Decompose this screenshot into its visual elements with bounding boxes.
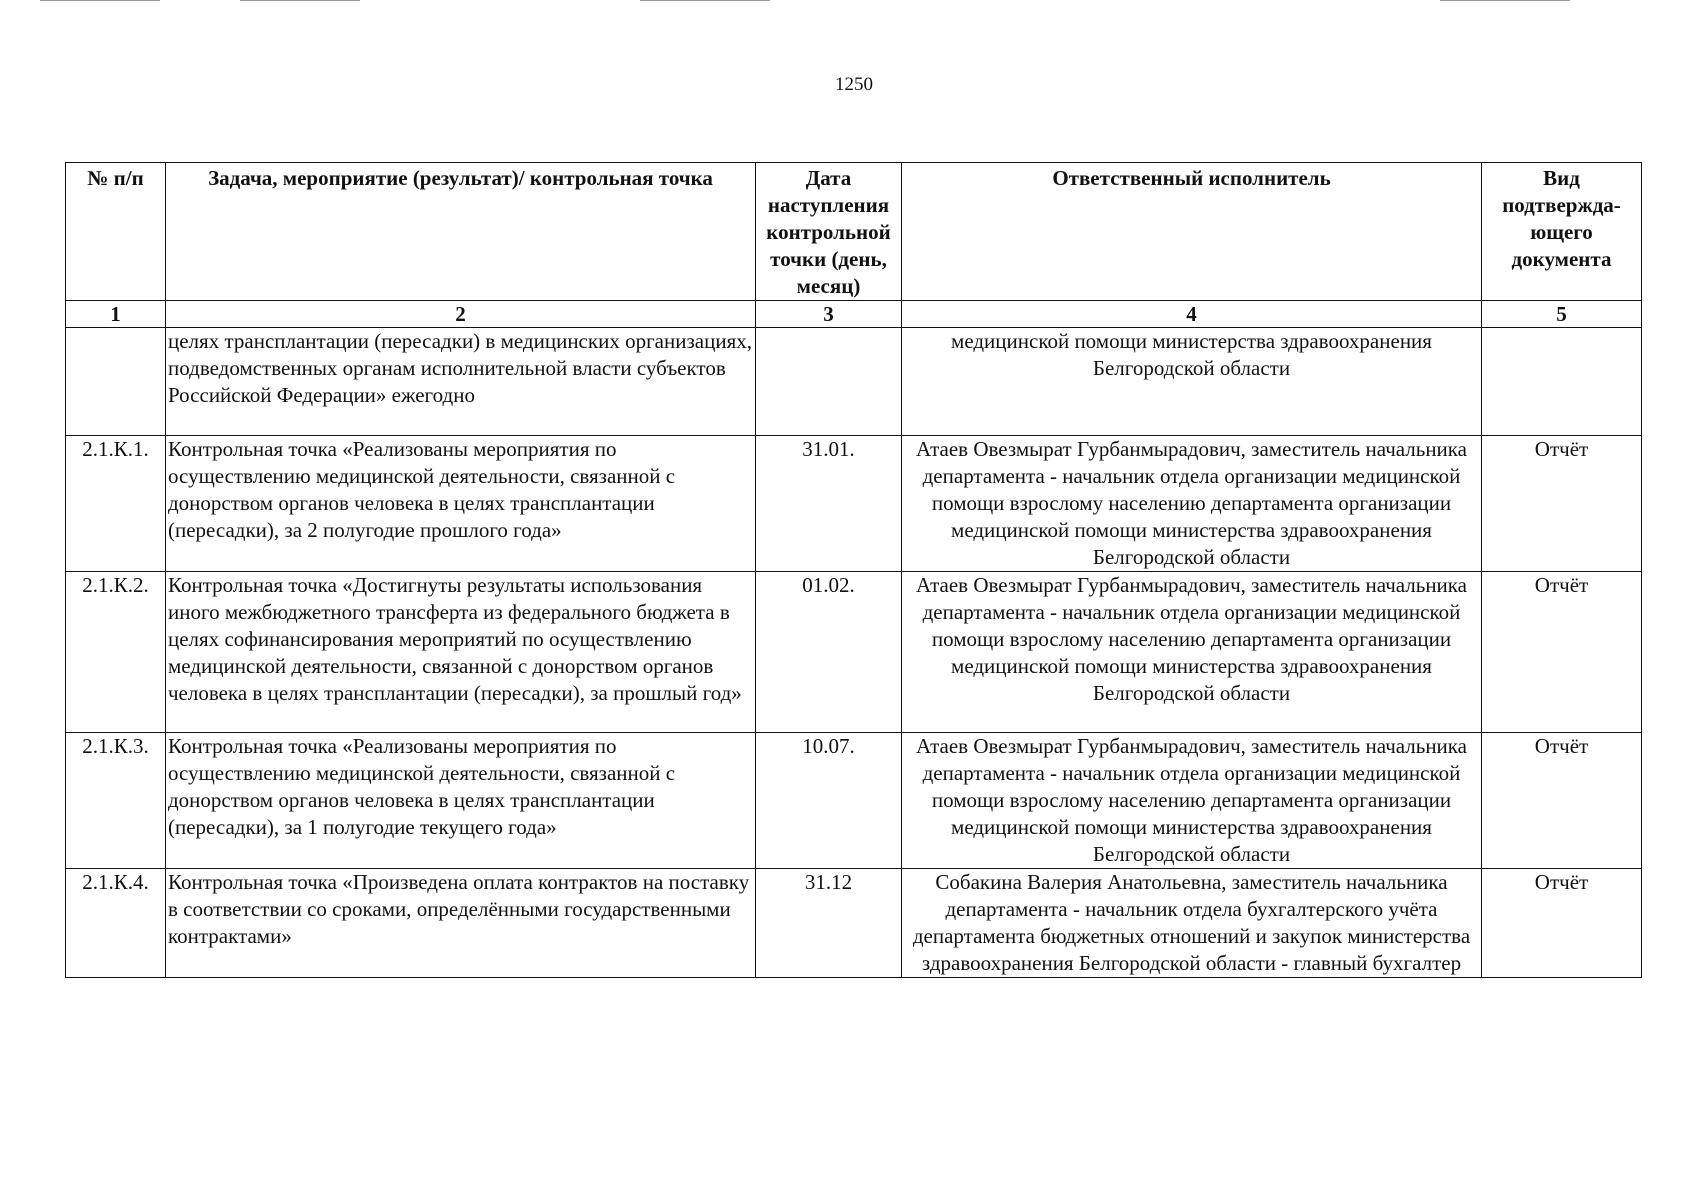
header-responsible: Ответственный исполнитель: [902, 163, 1482, 301]
table-row: [66, 328, 1642, 436]
row-document: Отчёт: [1482, 869, 1642, 978]
table-row: [66, 572, 1642, 733]
row-number: [66, 328, 166, 436]
control-points-table: [65, 162, 1642, 978]
scan-edge-mark: [1440, 0, 1570, 1]
scan-edge-mark: [640, 0, 770, 1]
page-number: 1250: [835, 74, 873, 95]
column-number: 5: [1482, 301, 1642, 328]
row-responsible: медицинской помощи министерства здравоохранения Белгородской области: [902, 328, 1482, 436]
row-document: Отчёт: [1482, 572, 1642, 733]
row-task: целях трансплантации (пересадки) в медицинских организациях, подведомственных органам исполнительной власти субъектов Российской Федерации» ежегодно: [166, 328, 756, 436]
row-responsible: Атаев Овезмырат Гурбанмырадович, заместитель начальника департамента - начальник отдела организации медицинской помощи взрослому населению департамента организации медицинской помощи министерства здравоохранения Белгородской области: [902, 733, 1482, 869]
scan-edge-mark: [40, 0, 160, 1]
column-number: 2: [166, 301, 756, 328]
row-task: Контрольная точка «Произведена оплата контрактов на поставку в соответствии со сроками, определёнными государственными контрактами»: [166, 869, 756, 978]
row-date: 31.01.: [756, 436, 902, 572]
row-responsible: Атаев Овезмырат Гурбанмырадович, заместитель начальника департамента - начальник отдела организации медицинской помощи взрослому населению департамента организации медицинской помощи министерства здравоохранения Белгородской области: [902, 436, 1482, 572]
table-row: [66, 733, 1642, 869]
scan-edge-mark: [240, 0, 360, 1]
row-document: Отчёт: [1482, 733, 1642, 869]
row-date: [756, 328, 902, 436]
header-date: Дата наступления контрольной точки (день, месяц): [756, 163, 902, 301]
row-task: Контрольная точка «Реализованы мероприятия по осуществлению медицинской деятельности, связанной с донорством органов человека в целях трансплантации (пересадки), за 2 полугодие прошлого года»: [166, 436, 756, 572]
row-document: [1482, 328, 1642, 436]
row-task: Контрольная точка «Достигнуты результаты использования иного межбюджетного трансферта из федерального бюджета в целях софинансирования мероприятий по осуществлению медицинской деятельности, связанной с донорством органов человека в целях трансплантации (пересадки), за прошлый год»: [166, 572, 756, 733]
column-number-row: [66, 301, 1642, 328]
column-number: 4: [902, 301, 1482, 328]
row-task: Контрольная точка «Реализованы мероприятия по осуществлению медицинской деятельности, связанной с донорством органов человека в целях трансплантации (пересадки), за 1 полугодие текущего года»: [166, 733, 756, 869]
row-date: 10.07.: [756, 733, 902, 869]
table-row: [66, 436, 1642, 572]
row-number: 2.1.К.4.: [66, 869, 166, 978]
row-date: 31.12: [756, 869, 902, 978]
header-doc: Вид подтвержда-ющего документа: [1482, 163, 1642, 301]
column-number: 3: [756, 301, 902, 328]
row-document: Отчёт: [1482, 436, 1642, 572]
row-number: 2.1.К.2.: [66, 572, 166, 733]
row-number: 2.1.К.3.: [66, 733, 166, 869]
table-row: [66, 869, 1642, 978]
row-responsible: Атаев Овезмырат Гурбанмырадович, заместитель начальника департамента - начальник отдела организации медицинской помощи взрослому населению департамента организации медицинской помощи министерства здравоохранения Белгородской области: [902, 572, 1482, 733]
row-number: 2.1.К.1.: [66, 436, 166, 572]
table-header-row: [66, 163, 1642, 301]
row-responsible: Собакина Валерия Анатольевна, заместитель начальника департамента - начальник отдела бухгалтерского учёта департамента бюджетных отношений и закупок министерства здравоохранения Белгородской области - главный бухгалтер: [902, 869, 1482, 978]
header-num: № п/п: [66, 163, 166, 301]
row-date: 01.02.: [756, 572, 902, 733]
header-task: Задача, мероприятие (результат)/ контрольная точка: [166, 163, 756, 301]
column-number: 1: [66, 301, 166, 328]
